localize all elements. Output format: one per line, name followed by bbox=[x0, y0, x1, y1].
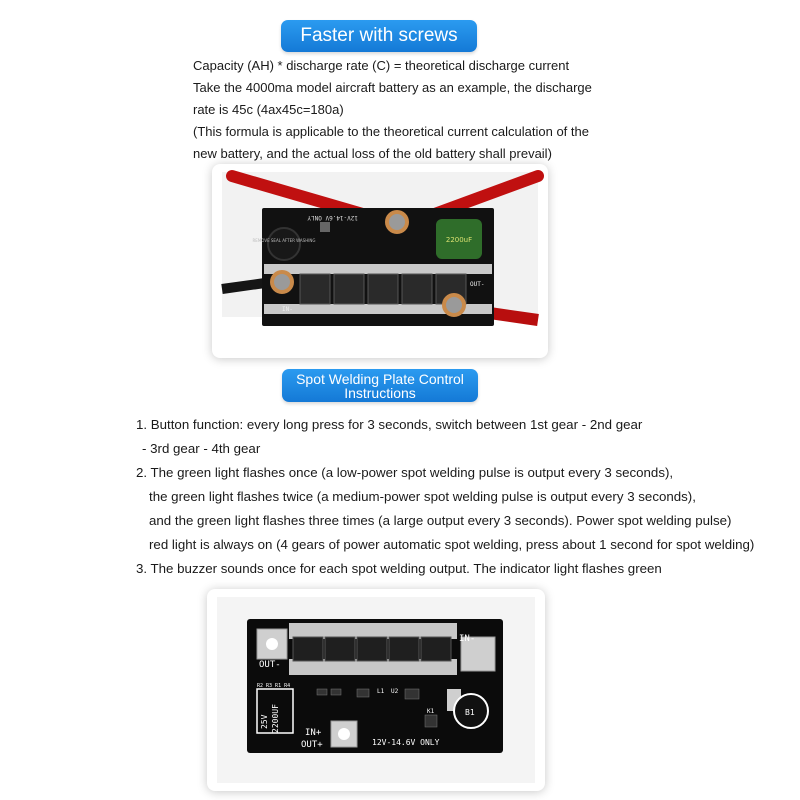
voltage-label: 12V-14.6V ONLY bbox=[372, 738, 440, 747]
capacitor-label: 2200uF bbox=[445, 236, 473, 244]
welding-board-photo-with-cables bbox=[212, 164, 548, 358]
instruction-item: 1. Button function: every long press for 3 seconds, switch between 1st gear - 2nd gear bbox=[136, 417, 643, 432]
formula-line: Capacity (AH) * discharge rate (C) = theoretical discharge current bbox=[193, 58, 570, 73]
section-title-screws: Faster with screws bbox=[281, 20, 477, 52]
example-line: Take the 4000ma model aircraft battery as an example, the discharge bbox=[193, 80, 592, 95]
in-plus-label: IN+ bbox=[305, 728, 322, 738]
instruction-item-continued: - 3rd gear - 4th gear bbox=[142, 441, 261, 456]
instruction-item: 3. The buzzer sounds once for each spot welding output. The indicator light flashes green bbox=[136, 561, 662, 576]
in-minus-label: IN- bbox=[459, 634, 476, 644]
section-title-line: Instructions bbox=[344, 385, 416, 401]
note-line: new battery, and the actual loss of the old battery shall prevail) bbox=[193, 146, 552, 161]
cap-value-label: 2200UF bbox=[271, 704, 280, 733]
board-with-cables-image bbox=[212, 164, 548, 358]
buzzer-label: REMOVE SEAL AFTER WASHING bbox=[252, 238, 316, 243]
capacity-formula-text bbox=[193, 55, 653, 165]
out-terminal-label: OUT- bbox=[470, 281, 485, 288]
cap-voltage-label: 25V bbox=[260, 714, 269, 729]
section-title-line: Spot Welding Plate Control bbox=[296, 371, 464, 387]
u2-label: U2 bbox=[391, 688, 399, 695]
instructions-list bbox=[136, 413, 796, 581]
l1-label: L1 bbox=[377, 688, 385, 695]
instruction-item-continued: the green light flashes twice (a medium-power spot welding pulse is output every 3 seconds), bbox=[149, 489, 696, 504]
k1-label: K1 bbox=[427, 708, 435, 715]
out-minus-label: OUT- bbox=[259, 660, 281, 670]
note-line: (This formula is applicable to the theoretical current calculation of the bbox=[193, 124, 589, 139]
instruction-item: 2. The green light flashes once (a low-power spot welding pulse is output every 3 seconds), bbox=[136, 465, 674, 480]
out-plus-label: OUT+ bbox=[301, 740, 323, 750]
instruction-item-continued: red light is always on (4 gears of power automatic spot welding, press about 1 second for spot welding) bbox=[149, 537, 755, 552]
welding-board-photo-top-view bbox=[207, 589, 545, 791]
in-terminal-label: IN- bbox=[282, 306, 293, 313]
resistors-label: R2 R3 R1 R4 bbox=[257, 683, 291, 689]
voltage-label: 12V-14.6V ONLY bbox=[307, 214, 358, 221]
buzzer-label: B1 bbox=[465, 708, 475, 717]
section-title-instructions bbox=[282, 369, 478, 402]
instruction-item-continued: and the green light flashes three times (a large output every 3 seconds). Power spot welding pulse) bbox=[149, 513, 732, 528]
board-top-view-image bbox=[207, 589, 545, 791]
example-line: rate is 45c (4ax45c=180a) bbox=[193, 102, 344, 117]
